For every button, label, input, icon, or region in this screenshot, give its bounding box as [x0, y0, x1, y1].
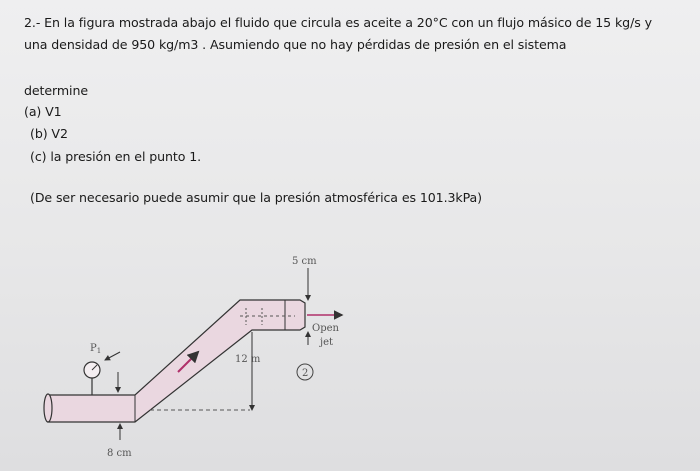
open-label: Open — [312, 323, 339, 334]
item-b: (b) V2 — [30, 126, 68, 141]
pipe-inlet-end — [44, 394, 52, 422]
jet-label: jet — [320, 337, 334, 348]
bottom-diameter-label: 8 cm — [107, 448, 132, 459]
determine-label: determine — [24, 83, 88, 98]
p1-label: $P_1$ — [90, 343, 102, 355]
problem-line-2: una densidad de 950 kg/m3 . Asumiendo que no hay pérdidas de presión en el sistema — [24, 37, 567, 52]
item-a: (a) V1 — [24, 104, 62, 119]
top-diameter-label: 5 cm — [292, 256, 317, 267]
pipe-body — [48, 300, 305, 422]
gauge-pointer-arrow — [105, 352, 120, 360]
atmospheric-pressure-note: (De ser necesario puede asumir que la presión atmosférica es 101.3kPa) — [30, 190, 482, 205]
item-c: (c) la presión en el punto 1. — [30, 149, 202, 164]
point2-label: 2 — [302, 368, 309, 379]
height-label: 12 m — [235, 354, 261, 365]
problem-line-1: 2.- En la figura mostrada abajo el fluido que circula es aceite a 20°C con un flujo másico de 15 kg/s y — [24, 15, 652, 30]
